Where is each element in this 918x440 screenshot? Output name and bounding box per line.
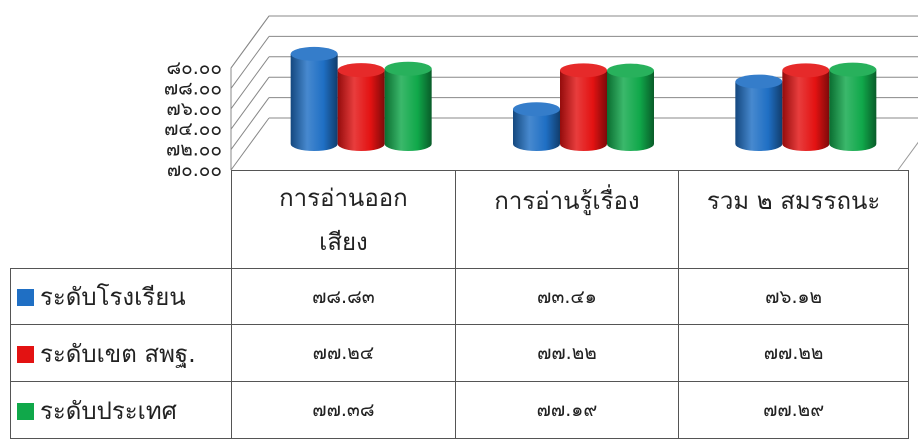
gridline (231, 36, 269, 88)
category-label-line: การอ่านออก (279, 183, 408, 212)
y-tick-label: ๗๘.๐๐ (163, 77, 222, 100)
gridline (231, 118, 269, 170)
y-tick-label: ๗๖.๐๐ (166, 97, 222, 120)
legend-entry-school (11, 269, 232, 325)
bars (291, 47, 877, 151)
gridline (231, 16, 269, 68)
data-label: ๗๓.๔๑ (455, 269, 679, 325)
category-label-line: การอ่านรู้เรื่อง (494, 187, 640, 215)
bar (385, 62, 432, 151)
data-table (10, 170, 909, 439)
bar-top (291, 47, 338, 61)
gridline (231, 57, 269, 109)
y-tick-label: ๗๔.๐๐ (164, 118, 222, 141)
bar (338, 63, 385, 151)
bar-body (385, 69, 432, 151)
legend-swatch (17, 403, 34, 420)
bar (513, 102, 560, 151)
data-label: ๗๗.๓๘ (232, 382, 456, 439)
floor-edge (898, 118, 918, 170)
bar-body (829, 70, 876, 151)
data-label: ๗๗.๒๒ (679, 325, 909, 382)
bar-top (338, 63, 385, 77)
bar-body (607, 71, 654, 151)
y-tick-label: ๘๐.๐๐ (166, 57, 222, 79)
bar-body (338, 70, 385, 151)
legend-swatch (17, 346, 34, 363)
gridline (231, 98, 269, 150)
legend-entry-country (11, 382, 232, 439)
bar-top (829, 63, 876, 77)
category-label (232, 171, 456, 269)
legend-label: ระดับเขต สพฐ. (40, 339, 196, 368)
bar-top (513, 102, 560, 116)
category-label-line: เสียง (319, 227, 368, 256)
data-label: ๗๗.๒๙ (679, 382, 909, 439)
bar (735, 75, 782, 151)
category-label (679, 171, 909, 269)
data-label: ๗๗.๒๒ (455, 325, 679, 382)
bar-top (782, 63, 829, 77)
gridline (231, 77, 269, 129)
bar-top (735, 75, 782, 89)
legend-label: ระดับประเทศ (40, 396, 177, 425)
bar (560, 63, 607, 151)
data-label: ๗๖.๑๒ (679, 269, 909, 325)
bar-top (385, 62, 432, 76)
bar-body (782, 70, 829, 151)
y-axis (164, 57, 222, 181)
y-tick-label: ๗๐.๐๐ (166, 159, 222, 181)
bar (782, 63, 829, 151)
bar (291, 47, 338, 151)
bar-body (735, 82, 782, 151)
legend-swatch (17, 289, 34, 306)
data-label: ๗๗.๑๙ (455, 382, 679, 439)
data-label: ๗๗.๒๔ (232, 325, 456, 382)
table-corner (11, 171, 232, 269)
legend-label: ระดับโรงเรียน (40, 283, 186, 311)
bar (607, 64, 654, 151)
bar (829, 63, 876, 151)
bar-body (291, 54, 338, 151)
category-label (455, 171, 679, 269)
bar-body (560, 70, 607, 151)
category-label-line: รวม ๒ สมรรถนะ (706, 187, 881, 215)
data-label: ๗๘.๘๓ (232, 269, 456, 325)
bar-top (607, 64, 654, 78)
legend-entry-district (11, 325, 232, 382)
bar-top (560, 63, 607, 77)
y-tick-label: ๗๒.๐๐ (165, 138, 222, 161)
